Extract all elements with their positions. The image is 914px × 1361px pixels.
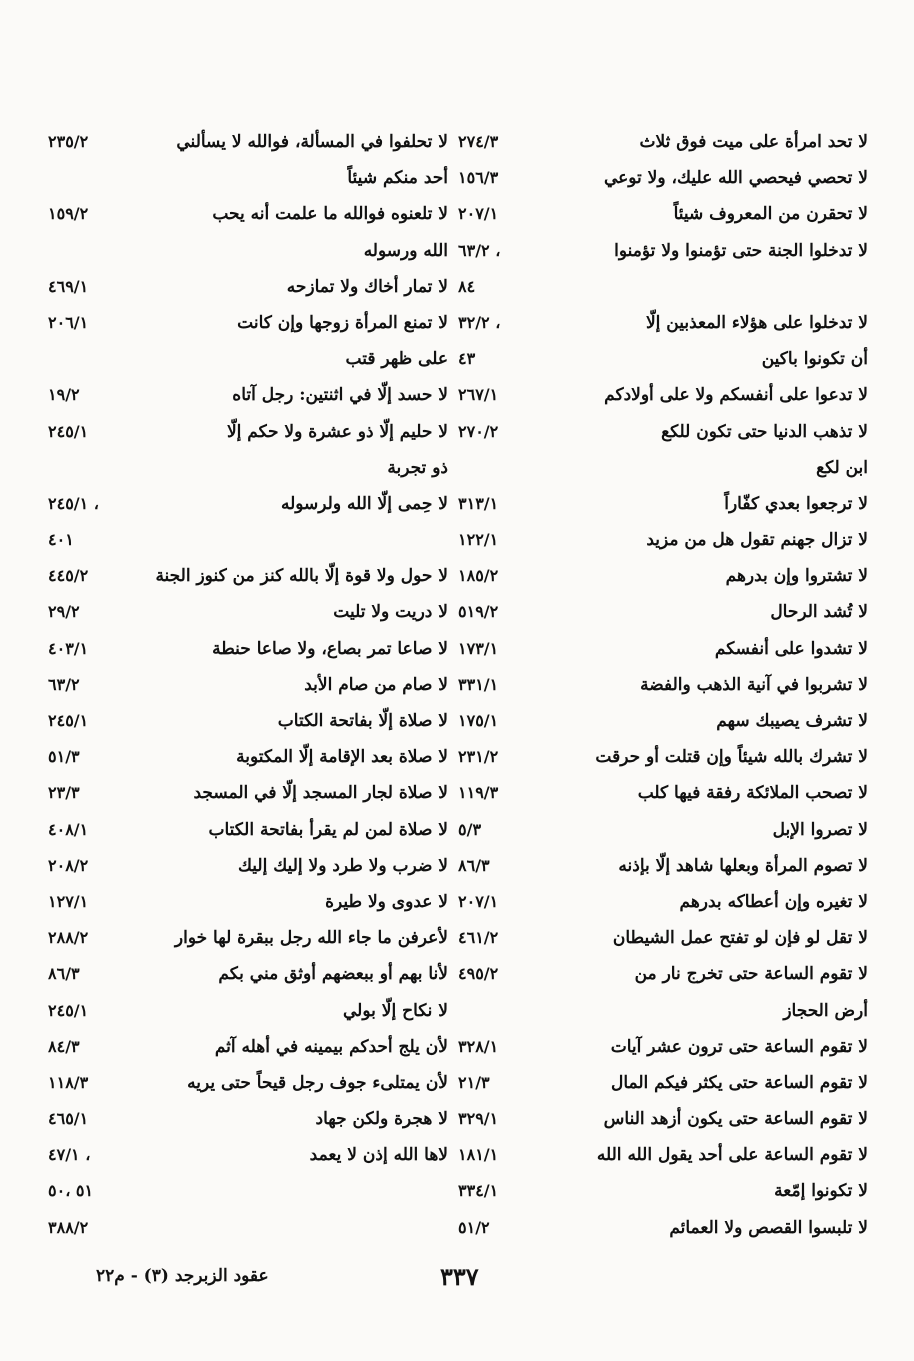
index-entry [48,775,448,811]
index-entry [48,233,448,269]
index-entry [48,739,448,775]
volume-page-reference: ١١٨/٣ [48,1072,89,1092]
index-entry [48,160,448,196]
volume-page-reference: ٣١٣/١ [458,493,499,513]
hadith-text: لا تلبسوا القصص ولا العمائم [669,1217,868,1238]
hadith-text: الله ورسوله [363,240,448,261]
index-entry [48,884,448,920]
hadith-text: لا تصحب الملائكة رفقة فيها كلب [637,783,868,804]
volume-page-reference: ٢٤٥/١ [48,1000,89,1020]
index-entry [48,631,448,667]
index-entry [458,956,868,992]
volume-page-reference: ١٧٣/١ [458,638,499,658]
index-entry [458,775,868,811]
hadith-text: لا تصروا الإبل [772,819,868,840]
index-entry [458,558,868,594]
volume-page-reference: ١٢٢/١ [458,530,499,550]
index-entry [458,993,868,1029]
volume-page-reference: ٤٠١ [48,530,74,550]
hadith-text: لا تقوم الساعة حتى يكثر فيكم المال [610,1072,868,1093]
index-entry [48,1173,448,1209]
hadith-text: لا تدخلوا على هؤلاء المعذبين إلّا [645,312,868,333]
hadith-text: لاها الله إذن لا يعمد [309,1145,448,1166]
hadith-text: لا صاعا تمر بصاع، ولا صاعا حنطة [212,638,448,659]
index-entry [48,920,448,956]
index-entry [48,269,448,305]
index-entry [48,522,448,558]
index-entry [458,703,868,739]
volume-page-reference: ٢١/٣ [458,1072,490,1092]
volume-page-reference: ٢٦٧/١ [458,385,499,405]
index-entry [48,1065,448,1101]
volume-page-reference: ٨٤/٣ [48,1036,80,1056]
index-entry [458,1137,868,1173]
index-entry [48,196,448,232]
index-entry [48,956,448,992]
volume-page-reference: ٣٣٤/١ [458,1181,499,1201]
index-entry [48,124,448,160]
hadith-text: لا تحقرن من المعروف شيئاً [673,204,868,225]
volume-page-reference: ٤٠٨/١ [48,819,89,839]
hadith-text: لأن يمتلىء جوف رجل قيحاً حتى يريه [187,1072,448,1093]
hadith-text: لا تشتروا وإن بدرهم [725,566,868,587]
volume-page-reference: ١٨٥/٢ [458,566,499,586]
volume-page-reference: ٢٠٦/١ [48,312,89,332]
volume-page-reference: ١٥٦/٣ [458,168,499,188]
volume-page-reference: ٤٧/١ ، [48,1145,91,1165]
index-entry [48,667,448,703]
hadith-text: لأن يلج أحدكم بيمينه في أهله آثم [214,1036,448,1057]
index-entry [458,812,868,848]
hadith-text: لا تحلفوا في المسألة، فوالله لا يسألني [176,132,448,152]
index-entry [458,667,868,703]
volume-page-reference: ٣٨٨/٢ [48,1217,89,1237]
index-entry [458,522,868,558]
hadith-text: لا ترجعوا بعدي كفّاراً [724,493,868,514]
index-entry [458,450,868,486]
index-entry [48,703,448,739]
hadith-text: أرض الحجاز [783,1000,868,1021]
hadith-text: لا تشربوا في آنية الذهب والفضة [640,674,868,695]
index-entry [458,1029,868,1065]
index-entry [458,196,868,232]
hadith-text: لا تكونوا إمّعة [774,1181,868,1202]
volume-page-reference: ٤٦٩/١ [48,276,89,296]
hadith-text: لا حسد إلّا في اثنتين: رجل آتاه [232,385,448,406]
volume-page-reference: ١٨١/١ [458,1145,499,1165]
index-entry [458,1173,868,1209]
index-entry [48,1137,448,1173]
volume-page-reference: ٢٣٥/٢ [48,132,89,151]
hadith-text: لا صلاة إلّا بفاتحة الكتاب [277,711,448,731]
index-entry [458,1101,868,1137]
hadith-text: ابن لكع [816,457,868,478]
index-entry [458,269,868,305]
index-entry [48,812,448,848]
volume-page-reference: ١٥٩/٢ [48,204,89,224]
hadith-text: لا تصوم المرأة وبعلها شاهد إلّا بإذنه [618,855,868,876]
hadith-text: لا صلاة لمن لم يقرأ بفاتحة الكتاب [208,819,448,840]
hadith-text: لا تحصي فيحصي الله عليك، ولا توعي [603,168,868,189]
volume-page-reference: ٢٧٤/٣ [458,132,499,151]
volume-page-reference: ٥١/٢ [458,1217,490,1237]
hadith-text: لأعرفن ما جاء الله رجل ببقرة لها خوار [174,928,448,949]
volume-page-reference: ٢٤٥/١ [48,711,89,730]
index-entry [48,1210,448,1246]
volume-page-reference: ٦٣/٢ [48,674,80,694]
volume-page-reference: ٤٦٥/١ [48,1109,89,1129]
hadith-text: لا تذهب الدنيا حتى تكون للكع [661,421,868,442]
volume-page-reference: ١٧٥/١ [458,711,499,730]
hadith-text: لا تغيره وإن أعطاكه بدرهم [679,891,868,912]
volume-page-reference: ٢٩/٢ [48,602,80,622]
volume-page-reference: ٨٤ [458,276,476,296]
index-entry [458,848,868,884]
volume-page-reference: ٣٣١/١ [458,674,499,694]
index-entry [48,1029,448,1065]
hadith-text: لا نكاح إلّا بولي [342,1000,448,1021]
volume-page-reference: ٤٣ [458,349,476,369]
index-entry [48,558,448,594]
hadith-text: لا تحد امرأة على ميت فوق ثلاث [639,132,868,152]
volume-page-reference: ٤٠٣/١ [48,638,89,658]
hadith-text: لا تقوم الساعة حتى ترون عشر آيات [610,1036,868,1057]
hadith-text: لا تقوم الساعة على أحد يقول الله الله [596,1145,868,1166]
hadith-text: لا تقوم الساعة حتى يكون أزهد الناس [603,1109,868,1130]
index-entry [458,631,868,667]
volume-page-reference: ٤٦١/٢ [458,928,499,948]
hadith-text: لا تمنع المرأة زوجها وإن كانت [237,312,448,333]
volume-page-reference: ٢٤٥/١ ، [48,493,99,513]
index-entry [48,993,448,1029]
index-entry [458,920,868,956]
volume-page-reference: ٥١/٣ [48,747,80,767]
hadith-text: لا دريت ولا تليت [333,602,448,623]
index-entry [48,594,448,630]
hadith-text: لا تقوم الساعة حتى تخرج نار من [634,964,868,985]
index-column-right [458,124,868,1246]
index-entry [458,160,868,196]
volume-page-reference: ٢٧٠/٢ [458,421,499,441]
hadith-text: لا تشرف يصيبك سهم [716,711,868,731]
index-entry [48,450,448,486]
hadith-text: لا تدخلوا الجنة حتى تؤمنوا ولا تؤمنوا [614,240,868,261]
page-number: ٣٣٧ [440,1262,479,1291]
hadith-text: لا صام من صام الأبد [304,674,448,695]
hadith-text: لا تُشد الرحال [770,602,868,623]
index-entry [458,341,868,377]
volume-page-reference: ١٢٧/١ [48,891,89,911]
volume-page-reference: ٦٣/٢ ، [458,240,501,260]
page-footer [0,1262,914,1302]
hadith-text: لا حليم إلّا ذو عشرة ولا حكم إلّا [226,421,448,442]
index-entry [458,377,868,413]
index-entry [458,1210,868,1246]
hadith-text: لا تشرك بالله شيئاً وإن قتلت أو حرقت [595,747,868,768]
index-entry [48,305,448,341]
volume-page-reference: ٢٣/٣ [48,783,80,803]
hadith-text: لأنا بهم أو ببعضهم أوثق مني بكم [218,964,448,985]
printer-signature: عقود الزبرجد (٣) - م٢٢ [96,1266,269,1286]
volume-page-reference: ٣٢٨/١ [458,1036,499,1056]
index-entry [458,414,868,450]
index-entry [458,739,868,775]
hadith-text: لا عدوى ولا طيرة [325,891,448,912]
index-entry [48,1101,448,1137]
index-entry [48,486,448,522]
hadith-text: أحد منكم شيئاً [347,168,448,189]
index-entry [48,341,448,377]
volume-page-reference: ١١٩/٣ [458,783,499,803]
volume-page-reference: ٢٤٥/١ [48,421,89,441]
volume-page-reference: ٥١٩/٢ [458,602,499,622]
hadith-text: لا هجرة ولكن جهاد [315,1109,448,1130]
hadith-text: لا حول ولا قوة إلّا بالله كنز من كنوز الجنة [155,566,448,587]
volume-page-reference: ٤٩٥/٢ [458,964,499,984]
volume-page-reference: ٨٦/٣ [48,964,80,984]
hadith-text: لا تقل لو فإن لو تفتح عمل الشيطان [612,928,868,949]
volume-page-reference: ٨٦/٣ [458,855,490,875]
hadith-text: لا تلعنوه فوالله ما علمت أنه يحب [212,204,448,225]
index-entry [48,848,448,884]
hadith-text: لا تزال جهنم تقول هل من مزيد [646,530,868,551]
volume-page-reference: ٢٨٨/٢ [48,928,89,948]
index-entry [458,124,868,160]
hadith-text: لا تمار أخاك ولا تمازحه [286,276,448,297]
hadith-text: لا تشدوا على أنفسكم [714,638,868,659]
volume-page-reference: ٢٠٧/١ [458,891,499,911]
volume-page-reference: ٣٢/٢ ، [458,312,501,332]
volume-page-reference: ٢٠٧/١ [458,204,499,224]
hadith-text: لا حِمى إلّا الله ولرسوله [280,493,448,514]
volume-page-reference: ١٩/٢ [48,385,80,405]
hadith-text: لا ضرب ولا طرد ولا إليك إليك [237,855,448,876]
volume-page-reference: ٥١ ،٥٠ [48,1181,94,1201]
index-entry [458,305,868,341]
index-column-left [48,124,448,1246]
hadith-text: لا صلاة بعد الإقامة إلّا المكتوبة [236,747,448,768]
index-entry [48,377,448,413]
hadith-text: أن تكونوا باكين [761,349,868,370]
volume-page-reference: ٤٤٥/٢ [48,566,89,586]
hadith-text: على ظهر قتب [345,349,448,370]
index-entry [458,884,868,920]
volume-page-reference: ٢٠٨/٢ [48,855,89,875]
index-entry [458,1065,868,1101]
index-entry [458,486,868,522]
volume-page-reference: ٣٢٩/١ [458,1109,499,1129]
hadith-text: ذو تجربة [387,457,448,478]
index-entry [48,414,448,450]
index-entry [458,233,868,269]
hadith-text: لا صلاة لجار المسجد إلّا في المسجد [193,783,448,804]
volume-page-reference: ٥/٣ [458,819,482,839]
volume-page-reference: ٢٣١/٢ [458,747,499,767]
hadith-text: لا تدعوا على أنفسكم ولا على أولادكم [604,385,868,406]
index-entry [458,594,868,630]
